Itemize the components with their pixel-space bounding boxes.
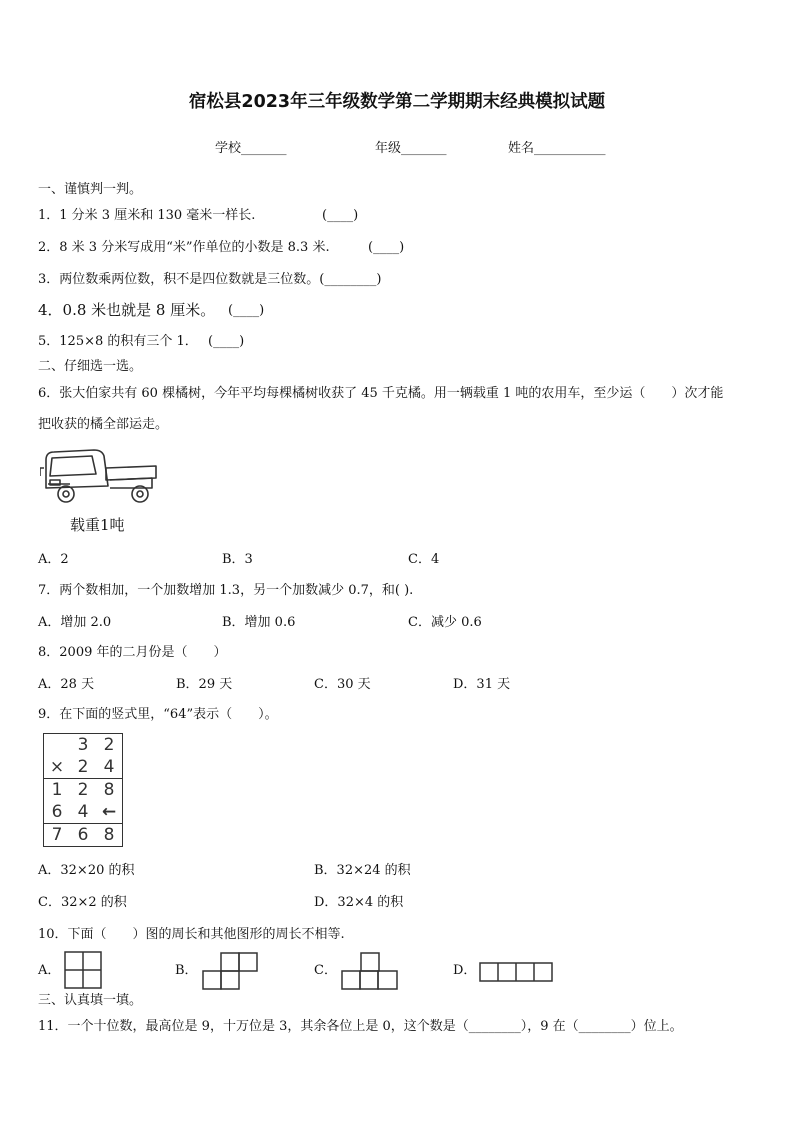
q7-option-c: C．减少 0.6: [408, 615, 482, 630]
q9-option-d: D．32×4 的积: [314, 895, 404, 910]
question-2-blank: (____): [368, 240, 405, 255]
row-of-four-figure: [479, 962, 553, 982]
calc-cell: 6: [51, 802, 63, 822]
section1-heading: 一、谨慎判一判。: [38, 182, 143, 197]
section2-heading: 二、仔细选一选。: [38, 359, 143, 374]
question-6-line1: 6．张大伯家共有 60 棵橘树，今年平均每棵橘树收获了 45 千克橘。用一辆载重 1 吨的农用车，至少运（ ）次才能: [38, 386, 724, 401]
question-1-blank: (____): [322, 208, 359, 223]
calc-cell: 2: [77, 757, 89, 777]
question-5: 5．125×8 的积有三个 1．: [38, 334, 198, 349]
question-5-blank: (____): [208, 334, 245, 349]
question-10: 10．下面（ ）图的周长和其他图形的周长不相等.: [38, 927, 345, 942]
q10-option-d: D．: [453, 963, 477, 978]
question-4-blank: (____): [228, 303, 265, 318]
q9-option-b: B．32×24 的积: [314, 863, 411, 878]
question-3: 3．两位数乘两位数，积不是四位数就是三位数。(________): [38, 272, 382, 287]
q10-option-c: C．: [314, 963, 337, 978]
q8-option-a: A．28 天: [38, 677, 95, 692]
calc-cell: 7: [44, 824, 71, 847]
question-6-line2: 把收获的橘全部运走。: [38, 417, 169, 432]
truck-icon: [40, 446, 160, 508]
question-4: 4．0.8 米也就是 8 厘米。: [38, 301, 216, 319]
question-7: 7．两个数相加，一个加数增加 1.3，另一个加数减少 0.7，和( ).: [38, 583, 414, 598]
q7-option-b: B．增加 0.6: [222, 615, 296, 630]
calc-cell: 3: [77, 735, 89, 755]
calc-cell: 8: [96, 779, 123, 802]
calc-cell: 4: [77, 802, 89, 822]
q8-option-d: D．31 天: [453, 677, 511, 692]
q9-option-a: A．32×20 的积: [38, 863, 135, 878]
calc-cell: 6: [70, 824, 96, 847]
grade-field: 年级_______: [375, 141, 447, 156]
vertical-multiplication: [43, 733, 123, 847]
q6-option-a: A．2: [38, 552, 69, 567]
truck-caption: 载重1吨: [70, 516, 125, 534]
q6-option-b: B．3: [222, 552, 253, 567]
page-title: 宿松县2023年三年级数学第二学期期末经典模拟试题: [188, 92, 606, 112]
q8-option-c: C．30 天: [314, 677, 371, 692]
section3-heading: 三、认真填一填。: [38, 993, 143, 1008]
question-9: 9．在下面的竖式里，“64”表示（ ）。: [38, 707, 278, 722]
question-2: 2．8 米 3 分米写成用“米”作单位的小数是 8.3 米.: [38, 240, 330, 255]
staircase-figure: [202, 952, 258, 990]
question-11: 11．一个十位数，最高位是 9，十万位是 3，其余各位上是 0，这个数是（________），9 在（________）位上。: [38, 1019, 683, 1034]
q6-option-c: C．4: [408, 552, 440, 567]
q10-option-a: A．: [38, 963, 61, 978]
school-field: 学校_______: [215, 141, 287, 156]
calc-cell: 2: [70, 779, 96, 802]
calc-cell: 4: [103, 757, 115, 777]
question-1: 1．1 分米 3 厘米和 130 毫米一样长.: [38, 208, 256, 223]
calc-cell: 8: [96, 824, 123, 847]
name-field: 姓名___________: [508, 141, 606, 156]
q10-option-b: B．: [175, 963, 198, 978]
arrow-left-icon: ←: [101, 802, 117, 822]
calc-cell: ×: [49, 757, 65, 777]
square-2x2-figure: [64, 951, 102, 989]
calc-cell: 2: [103, 735, 115, 755]
q7-option-a: A．增加 2.0: [38, 615, 112, 630]
calc-cell: [44, 734, 71, 757]
t-shape-figure: [341, 952, 399, 990]
q9-option-c: C．32×2 的积: [38, 895, 127, 910]
question-8: 8．2009 年的二月份是（ ）: [38, 645, 227, 660]
calc-cell: 1: [44, 779, 71, 802]
q8-option-b: B．29 天: [176, 677, 233, 692]
